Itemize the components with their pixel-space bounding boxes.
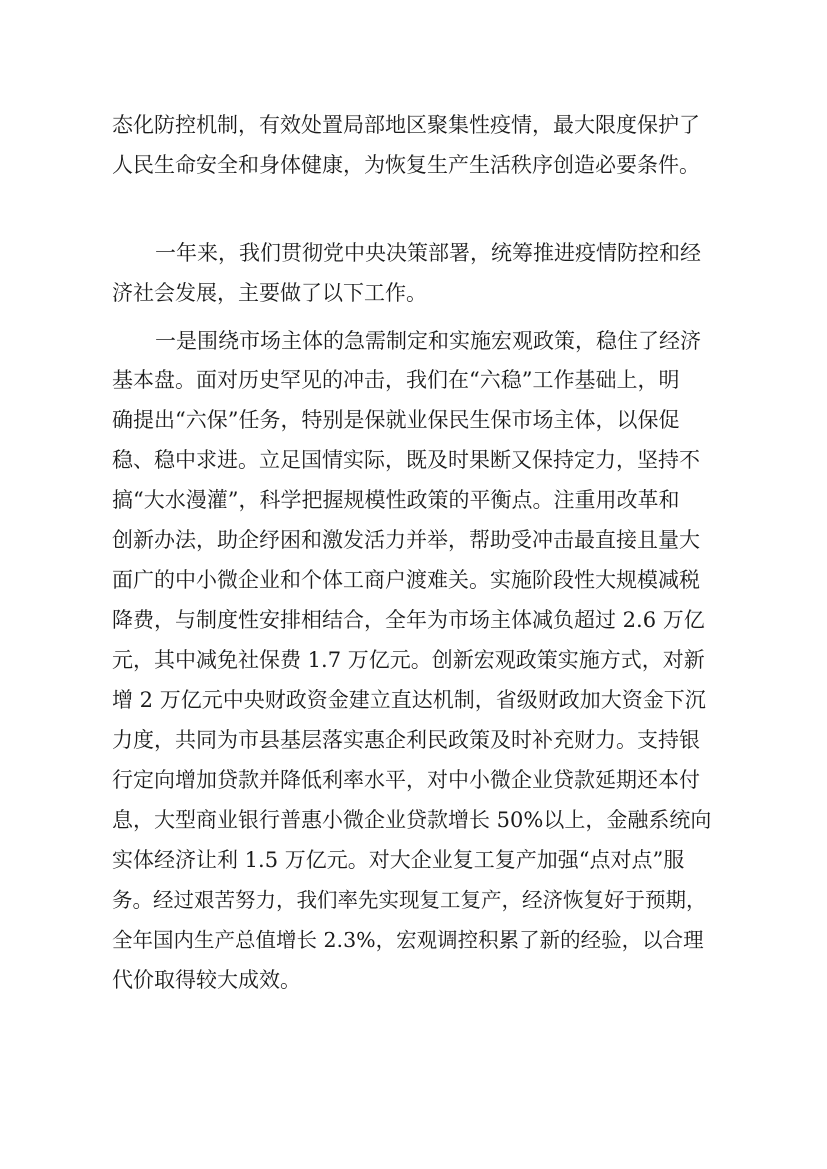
text-line: 人民生命安全和身体健康，为恢复生产生活秩序创造必要条件。: [112, 153, 700, 177]
text-line: 搞“大水漫灌”，科学把握规模性政策的平衡点。注重用改革和: [112, 488, 680, 512]
text-line: 增 2 万亿元中央财政资金建立直达机制，省级财政加大资金下沉: [112, 688, 706, 712]
text-line: 稳、稳中求进。立足国情实际，既及时果断又保持定力，坚持不: [112, 448, 700, 472]
text-line: 一年来，我们贯彻党中央决策部署，统筹推进疫情防控和经: [155, 241, 701, 265]
text-line: 一是围绕市场主体的急需制定和实施宏观政策，稳住了经济: [155, 329, 701, 353]
text-line: 确提出“六保”任务，特别是保就业保民生保市场主体，以保促: [112, 408, 680, 432]
text-line: 全年国内生产总值增长 2.3%，宏观调控积累了新的经验，以合理: [112, 928, 704, 952]
text-line: 基本盘。面对历史罕见的冲击，我们在“六稳”工作基础上，明: [112, 368, 680, 392]
text-line: 息，大型商业银行普惠小微企业贷款增长 50%以上，金融系统向: [112, 808, 712, 832]
text-line: 力度，共同为市县基层落实惠企利民政策及时补充财力。支持银: [112, 728, 700, 752]
text-line: 济社会发展，主要做了以下工作。: [112, 281, 427, 305]
text-line: 行定向增加贷款并降低利率水平，对中小微企业贷款延期还本付: [112, 768, 700, 792]
text-line: 元，其中减免社保费 1.7 万亿元。创新宏观政策实施方式，对新: [112, 648, 705, 672]
text-line: 创新办法，助企纾困和激发活力并举，帮助受冲击最直接且量大: [112, 528, 700, 552]
text-line: 代价取得较大成效。: [112, 968, 301, 992]
text-line: 面广的中小微企业和个体工商户渡难关。实施阶段性大规模减税: [112, 568, 700, 592]
text-line: 降费，与制度性安排相结合，全年为市场主体减负超过 2.6 万亿: [112, 608, 705, 632]
text-line: 务。经过艰苦努力，我们率先实现复工复产，经济恢复好于预期，: [112, 888, 707, 912]
text-line: 实体经济让利 1.5 万亿元。对大企业复工复产加强“点对点”服: [112, 848, 685, 872]
text-line: 态化防控机制，有效处置局部地区聚集性疫情，最大限度保护了: [112, 113, 700, 137]
